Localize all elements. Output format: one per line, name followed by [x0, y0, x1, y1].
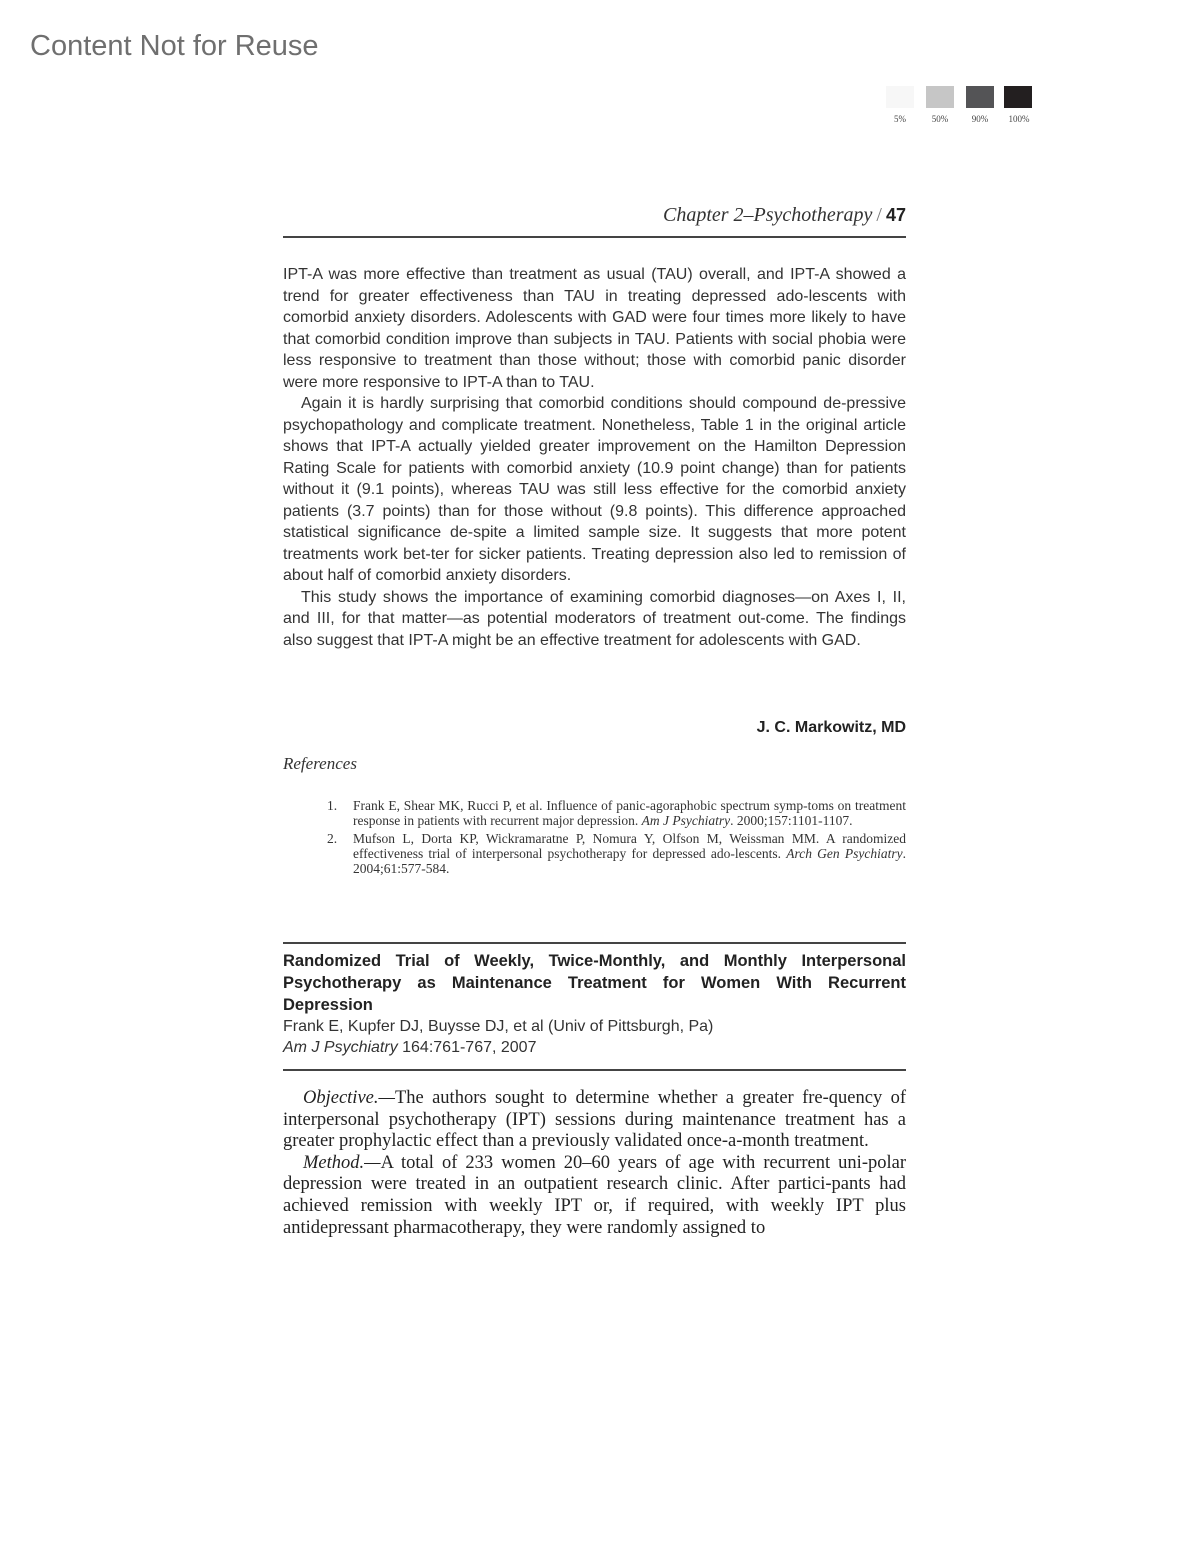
reference-item	[327, 798, 906, 828]
reference-citation: . 2004;61:577-584.	[353, 846, 906, 876]
references-heading: References	[283, 754, 357, 773]
article-journal: Am J Psychiatry	[283, 1039, 398, 1056]
watermark-text: Content Not for Reuse	[30, 30, 319, 62]
method-text: A total of 233 women 20–60 years of age with recurrent uni-polar depression were treated in an outpatient research clinic. After partici-pants had achieved remission with weekly IPT or, if required, with weekly IPT plus antidepressant pharmacotherapy, they were randomly assigned to	[283, 1152, 906, 1238]
reference-journal: Arch Gen Psychiatry	[786, 846, 903, 861]
abstract-objective	[283, 1088, 906, 1153]
running-head	[283, 204, 906, 227]
swatch-5	[886, 86, 914, 108]
reference-citation: . 2000;157:1101-1107.	[730, 813, 853, 828]
commentary-body	[283, 264, 906, 651]
objective-text: The authors sought to determine whether a greater fre-quency of interpersonal psychotherapy (IPT) sessions during maintenance treatment has a greater prophylactic effect than a previously validated once-a-month treatment.	[283, 1088, 906, 1152]
reference-journal: Am J Psychiatry	[641, 813, 731, 828]
swatch-label-5: 5%	[894, 114, 906, 124]
chapter-title: Chapter 2–Psychotherapy	[663, 204, 873, 226]
abstract	[283, 1088, 906, 1239]
body-paragraph: IPT-A was more effective than treatment as usual (TAU) overall, and IPT-A showed a trend for greater effectiveness than TAU in treating depressed ado-lescents with comorbid anxiety disorders. Adolescents with GAD were four times more likely to have that comorbid condition improve than subjects in TAU. Patients with social phobia were less responsive to treatment than those without; those with comorbid panic disorder were more responsive to IPT-A than to TAU.	[283, 266, 906, 391]
article-authors: Frank E, Kupfer DJ, Buysse DJ, et al (Univ of Pittsburgh, Pa)	[283, 1018, 714, 1035]
color-calibration-bar	[886, 86, 1036, 126]
references-list	[327, 798, 906, 879]
method-label: Method.—	[303, 1152, 381, 1173]
article-citation: 164:761-767, 2007	[397, 1039, 537, 1056]
article-title: Randomized Trial of Weekly, Twice-Monthly, and Monthly Interpersonal Psychotherapy as Maintenance Treatment for Women With Recurrent Depression	[283, 952, 906, 1014]
article-top-rule	[283, 942, 906, 944]
article-journal-line	[283, 1037, 906, 1058]
swatch-label-90: 90%	[971, 114, 989, 124]
swatch-label-100: 100%	[1008, 114, 1030, 124]
objective-label: Objective.—	[303, 1088, 395, 1108]
reference-number: 1.	[327, 798, 338, 813]
header-separator: /	[876, 204, 882, 226]
swatch-50	[926, 86, 954, 108]
article-citation-block	[283, 950, 906, 1058]
swatch-100	[1004, 86, 1032, 108]
reference-text: Mufson L, Dorta KP, Wickramaratne P, Nomura Y, Olfson M, Weissman MM. A randomized effectiveness trial of interpersonal psychotherapy for depressed ado-lescents.	[353, 831, 906, 861]
abstract-method	[283, 1153, 906, 1239]
body-paragraph: This study shows the importance of examining comorbid diagnoses—on Axes I, II, and III, for that matter—as potential moderators of treatment out-come. The findings also suggest that IPT-A might be an effective treatment for adolescents with GAD.	[283, 588, 906, 649]
reference-text: Frank E, Shear MK, Rucci P, et al. Influence of panic-agoraphobic spectrum symp-toms on treatment response in patients with recurrent major depression.	[353, 798, 906, 828]
swatch-label-50: 50%	[931, 114, 949, 124]
article-bottom-rule	[283, 1069, 906, 1071]
page-number: 47	[885, 205, 906, 225]
header-rule	[283, 236, 906, 238]
body-paragraph: Again it is hardly surprising that comorbid conditions should compound de-pressive psychopathology and complicate treatment. Nonetheless, Table 1 in the original article shows that IPT-A actually yielded greater improvement on the Hamilton Depression Rating Scale for patients with comorbid anxiety (10.9 point change) than for patients without it (9.1 points), whereas TAU was still less effective for the comorbid anxiety patients (3.7 points) than for those without (9.8 points). This difference approached statistical significance de-spite a limited sample size. It suggests that more potent treatments work bet-ter for sicker patients. Treating depression also led to remission of about half of comorbid anxiety disorders.	[283, 395, 906, 584]
reference-item	[327, 831, 906, 876]
reference-number: 2.	[327, 831, 338, 846]
swatch-90	[966, 86, 994, 108]
author-signature: J. C. Markowitz, MD	[756, 719, 906, 736]
